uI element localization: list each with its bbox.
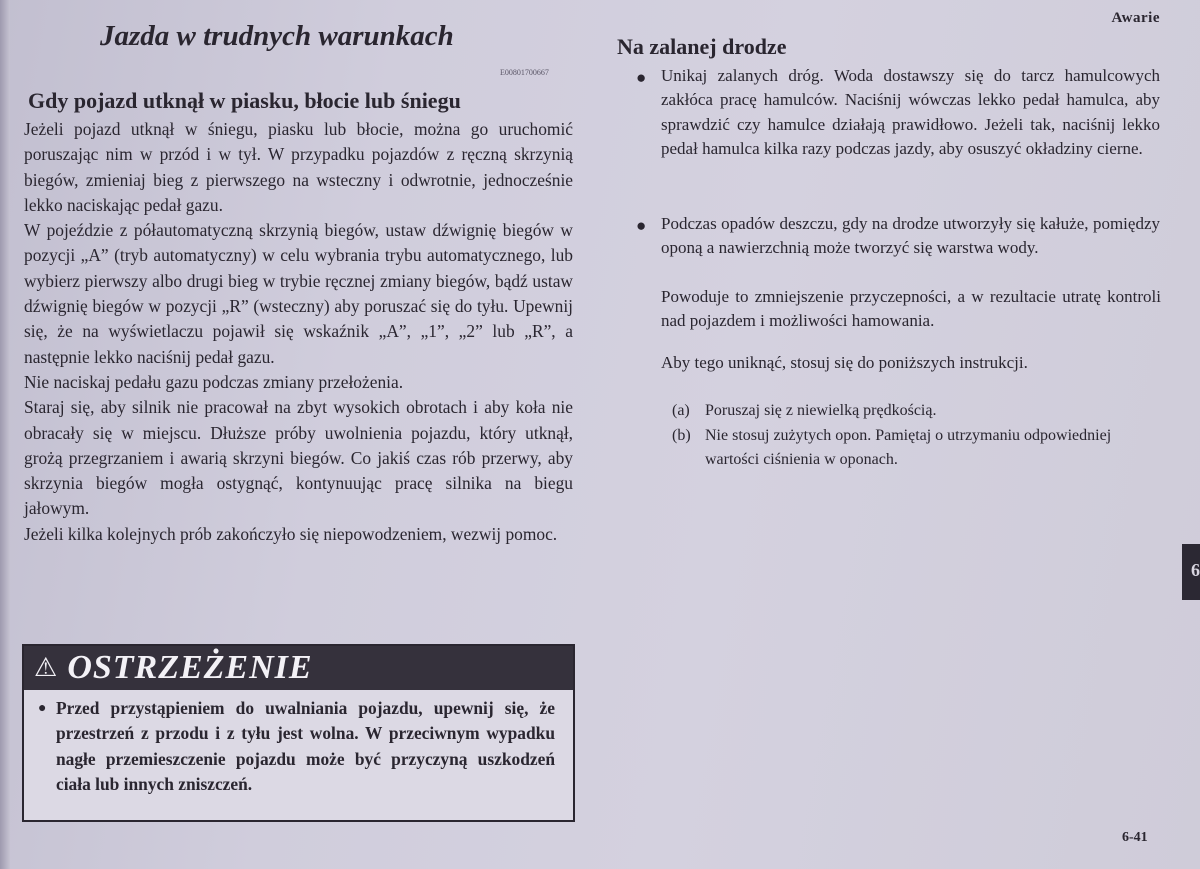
paragraph: Jeżeli kilka kolejnych prób zakończyło się niepowodzeniem, wezwij pomoc. — [24, 523, 558, 544]
paragraph: Nie naciskaj pedału gazu podczas zmiany przełożenia. — [24, 371, 404, 392]
list-item — [636, 64, 1160, 161]
warning-box — [22, 644, 575, 822]
sub-item-text: Poruszaj się z niewielką prędkością. — [705, 402, 937, 419]
warning-triangle-icon: ⚠ — [34, 653, 58, 682]
warning-text: Przed przystąpieniem do uwalniania pojazdu, upewnij się, że przestrzeń z przodu i z tyłu jest wolna. W przeciwnym wypadku nagłe przemieszczenie pojazdu może być przyczyną uszkodzeń ciała lub innych zniszczeń. — [56, 698, 555, 794]
stuck-vehicle-text — [24, 117, 573, 547]
warning-header — [24, 646, 573, 690]
section-header: Awarie — [1111, 10, 1160, 26]
book-spine — [0, 0, 10, 869]
sub-item — [672, 399, 1132, 423]
bullet-icon: ● — [38, 701, 47, 716]
bullet-text: Unikaj zalanych dróg. Woda dostawszy się do tarcz hamulcowych zakłóca pracę hamulców. Naciśnij wówczas lekko pedał hamulca, aby sprawdzić czy hamulce działają prawidłowo. Jeżeli tak, naciśnij lekko pedał hamulca kilka razy podczas jazdy, aby osuszyć okładziny cierne. — [661, 66, 1160, 158]
bullet-text: Podczas opadów deszczu, gdy na drodze utworzyły się kałuże, pomiędzy oponą a nawierzchnią może tworzyć się warstwa wody. — [661, 214, 1160, 258]
paragraph: W pojeździe z półautomatyczną skrzynią biegów, ustaw dźwignię biegów w pozycji „A” (tryb automatyczny) w celu wybrania trybu automatycznego, lub wybierz pierwszy albo drugi bieg w trybie ręcznej zmiany biegów, bądź ustaw dźwignię biegów w pozycji „R” (wsteczny) aby poruszać się do tyłu. Upewnij się, że na wyświetlaczu pojawił się wskaźnik „A”, „1”, „2” lub „R”, a następnie lekko naciśnij pedał gazu. — [24, 220, 573, 367]
paragraph: Jeżeli pojazd utknął w śniegu, piasku lub błocie, można go uruchomić poruszając nim w przód i w tył. W przypadku pojazdów z ręczną skrzynią biegów, zmieniaj bieg z pierwszego na wsteczny i odwrotnie, jednocześnie lekko naciskając pedał gazu. — [24, 119, 573, 215]
section-heading-flooded: Na zalanej drodze — [617, 34, 787, 59]
sub-item-label: (b) — [672, 427, 691, 444]
sub-item — [672, 424, 1132, 472]
chapter-tab-number: 6 — [1191, 560, 1200, 580]
paragraph: Staraj się, aby silnik nie pracował na zbyt wysokich obrotach i aby koła nie obracały się w miejscu. Dłuższe próby uwolnienia pojazdu, który utknął, grożą przegrzaniem i awarią skrzyni biegów. Co jakiś czas rób przerwy, aby skrzynia biegów mogła ostygnąć, kontynuując pracę silnika na biegu jałowym. — [24, 397, 573, 519]
sub-item-text: Nie stosuj zużytych opon. Pamiętaj o utrzymaniu odpowiedniej wartości ciśnienia w oponach. — [705, 427, 1112, 468]
page-number: 6-41 — [1122, 830, 1148, 845]
bullet-continuation: Powoduje to zmniejszenie przyczepności, a w rezultacie utratę kontroli nad pojazdem i możliwości hamowania. — [661, 287, 1161, 331]
bullet-icon: ● — [636, 216, 647, 235]
bullet-icon: ● — [636, 68, 647, 87]
list-item — [636, 212, 1160, 261]
chapter-title: Jazda w trudnych warunkach — [100, 20, 454, 52]
sub-item-label: (a) — [672, 402, 690, 419]
document-code: E00801700667 — [500, 68, 549, 77]
instruction-text: Aby tego uniknąć, stosuj się do poniższych instrukcji. — [661, 353, 1028, 372]
warning-title: OSTRZEŻENIE — [67, 649, 313, 686]
section-heading-stuck: Gdy pojazd utknął w piasku, błocie lub śniegu — [28, 88, 461, 113]
warning-body — [24, 690, 573, 797]
